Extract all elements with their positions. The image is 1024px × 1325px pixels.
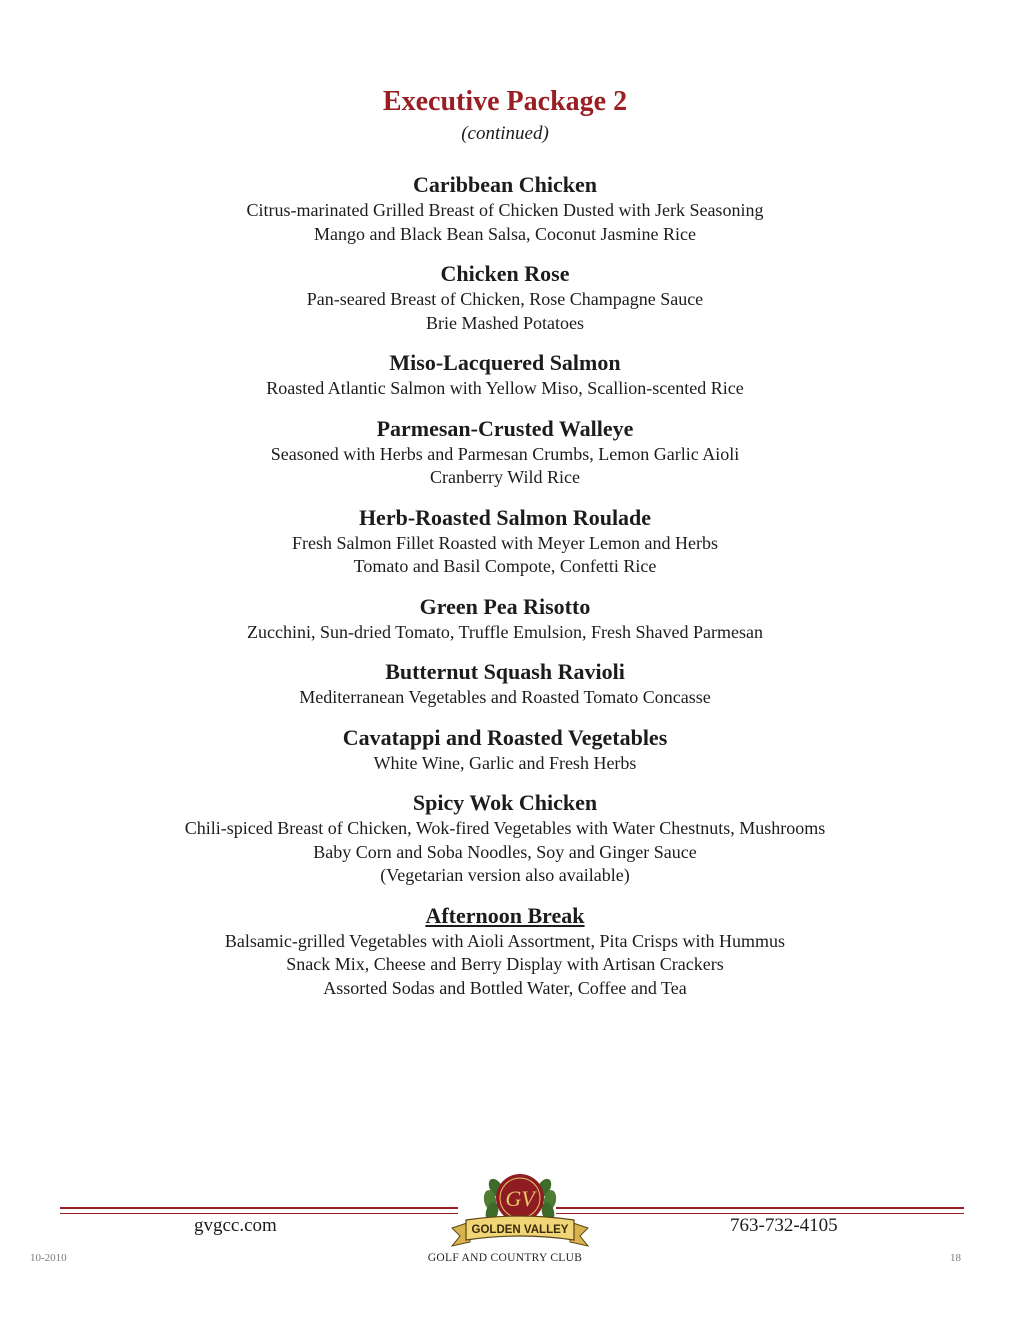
menu-item [0, 414, 1010, 490]
menu-item-description: Fresh Salmon Fillet Roasted with Meyer Lemon and Herbs [292, 532, 718, 553]
footer-date-code: 10-2010 [30, 1252, 67, 1264]
menu-item-description: Zucchini, Sun-dried Tomato, Truffle Emulsion, Fresh Shaved Parmesan [246, 621, 764, 642]
menu-item [0, 788, 1010, 888]
menu-item-description: Citrus-marinated Grilled Breast of Chicken Dusted with Jerk Seasoning [246, 200, 764, 220]
footer-phone: 763-732-4105 [730, 1215, 838, 1236]
menu-item [0, 657, 1010, 710]
club-name: GOLF AND COUNTRY CLUB [427, 1252, 583, 1264]
menu-item-description: Assorted Sodas and Bottled Water, Coffee and Tea [323, 977, 687, 998]
menu-item-description: Roasted Atlantic Salmon with Yellow Miso, Scallion-scented Rice [266, 378, 744, 398]
menu-item-description: Mediterranean Vegetables and Roasted Tomato Concasse [299, 687, 711, 707]
menu-item [0, 503, 1010, 579]
menu-item-description: Mango and Black Bean Salsa, Coconut Jasmine Rice [314, 223, 696, 244]
menu-item [0, 348, 1010, 401]
logo-monogram: GV [505, 1186, 535, 1211]
menu-item-name: Green Pea Risotto [419, 593, 591, 619]
menu-item [0, 723, 1010, 776]
menu-item-name: Miso-Lacquered Salmon [389, 350, 621, 375]
menu-item-name: Caribbean Chicken [413, 172, 597, 197]
page-title: Executive Package 2 [382, 86, 628, 117]
menu-item-name: Butternut Squash Ravioli [385, 659, 625, 684]
menu-item-description: Baby Corn and Soba Noodles, Soy and Ginger Sauce [313, 841, 697, 862]
page-subtitle: (continued) [461, 123, 549, 144]
menu-list [0, 170, 1010, 1013]
menu-item-description: Brie Mashed Potatoes [426, 312, 584, 333]
menu-item-name: Spicy Wok Chicken [412, 790, 598, 815]
menu-item-description: Tomato and Basil Compote, Confetti Rice [353, 556, 657, 576]
menu-item-description: (Vegetarian version also available) [380, 865, 630, 885]
menu-item [0, 259, 1010, 335]
footer-rule-left [60, 1207, 458, 1209]
footer-website[interactable]: gvgcc.com [194, 1215, 277, 1236]
menu-item-name: Afternoon Break [425, 902, 585, 928]
menu-item-description: Seasoned with Herbs and Parmesan Crumbs, Lemon Garlic Aioli [270, 443, 740, 464]
menu-item [0, 592, 1010, 645]
footer-rule-right [556, 1207, 964, 1209]
menu-item-description: White Wine, Garlic and Fresh Herbs [373, 752, 637, 773]
menu-item [0, 170, 1010, 246]
menu-item-description: Snack Mix, Cheese and Berry Display with Artisan Crackers [286, 954, 724, 974]
logo-banner-text: GOLDEN VALLEY [471, 1224, 569, 1236]
menu-item-description: Cranberry Wild Rice [430, 467, 580, 487]
menu-item-name: Chicken Rose [440, 261, 570, 286]
menu-item-name: Herb-Roasted Salmon Roulade [358, 504, 652, 530]
menu-item [0, 901, 1010, 1001]
menu-item-description: Balsamic-grilled Vegetables with Aioli Assortment, Pita Crisps with Hummus [224, 930, 786, 951]
menu-item-name: Parmesan-Crusted Walleye [376, 415, 634, 441]
menu-item-description: Chili-spiced Breast of Chicken, Wok-fired Vegetables with Water Chestnuts, Mushrooms [184, 818, 826, 838]
menu-item-description: Pan-seared Breast of Chicken, Rose Champagne Sauce [306, 289, 704, 309]
page-number: 18 [950, 1252, 961, 1264]
menu-item-name: Cavatappi and Roasted Vegetables [342, 724, 668, 750]
